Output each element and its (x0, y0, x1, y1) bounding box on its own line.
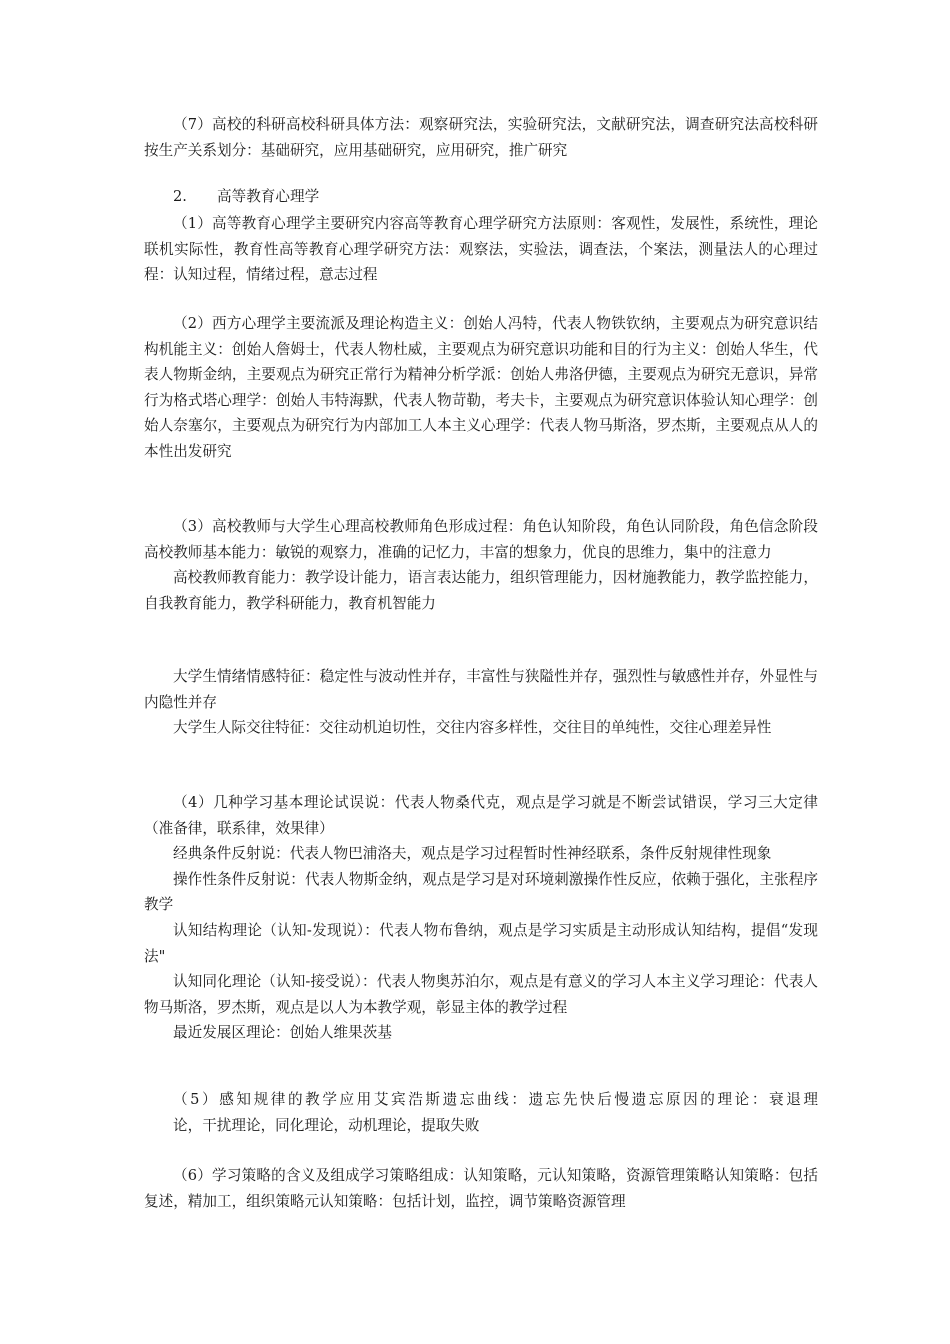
subsection-3-students (144, 664, 818, 741)
paragraph: （1）高等教育心理学主要研究内容高等教育心理学研究方法原则：客观性，发展性，系统性，理论联机实际性，教育性高等教育心理学研究方法：观察法，实验法，调查法，个案法，测量法人的心理过程：认知过程，情绪过程，意志过程 (144, 215, 818, 284)
paragraph: 认知同化理论（认知-接受说）：代表人物奥苏泊尔，观点是有意义的学习人本主义学习理论：代表人物马斯洛，罗杰斯，观点是以人为本教学观，彰显主体的教学过程 (144, 973, 818, 1016)
heading-title: 高等教育心理学 (217, 188, 320, 205)
subsection-6 (144, 1163, 818, 1214)
subsection-5 (144, 1087, 818, 1138)
section-heading-2 (173, 184, 319, 210)
paragraph: 经典条件反射说：代表人物巴浦洛夫，观点是学习过程暂时性神经联系，条件反射规律性现象 (173, 845, 772, 863)
paragraph: （3）高校教师与大学生心理高校教师角色形成过程：角色认知阶段，角色认同阶段，角色信念阶段高校教师基本能力：敏锐的观察力，准确的记忆力，丰富的想象力，优良的思维力，集中的注意力 (144, 518, 818, 561)
paragraph: 大学生人际交往特征：交往动机迫切性，交往内容多样性，交往目的单纯性，交往心理差异性 (173, 719, 772, 737)
paragraph-line: （5）感知规律的教学应用艾宾浩斯遗忘曲线：遗忘先快后慢遗忘原因的理论：衰退理 (173, 1091, 818, 1108)
paragraph: 认知结构理论（认知-发现说）：代表人物布鲁纳，观点是学习实质是主动形成认知结构，提倡“发现法" (144, 921, 818, 965)
paragraph: （7）高校的科研高校科研具体方法：观察研究法，实验研究法，文献研究法，调查研究法高校科研按生产关系划分：基础研究，应用基础研究，应用研究，推广研究 (144, 116, 818, 159)
subsection-2 (144, 311, 818, 465)
subsection-1 (144, 211, 818, 288)
subsection-3 (144, 514, 818, 616)
subsection-4 (144, 790, 818, 1046)
heading-number: 2. (173, 188, 187, 205)
paragraph: 操作性条件反射说：代表人物斯金纳，观点是学习是对环境刺激操作性反应，依赖于强化，主张程序教学 (144, 870, 818, 914)
paragraph-line: 论，干扰理论，同化理论，动机理论，提取失败 (173, 1116, 480, 1134)
paragraph: （6）学习策略的含义及组成学习策略组成：认知策略，元认知策略，资源管理策略认知策略：包括复述，精加工，组织策略元认知策略：包括计划，监控，调节策略资源管理 (144, 1167, 818, 1210)
paragraph: （4）几种学习基本理论试误说：代表人物桑代克，观点是学习就是不断尝试错误，学习三大定律（准备律，联系律，效果律） (144, 794, 818, 837)
paragraph: 高校教师教育能力：教学设计能力，语言表达能力，组织管理能力，因材施教能力，教学监控能力，自我教育能力，教学科研能力，教育机智能力 (144, 569, 818, 612)
paragraph: 大学生情绪情感特征：稳定性与波动性并存，丰富性与狭隘性并存，强烈性与敏感性并存，外显性与内隐性并存 (144, 668, 818, 711)
paragraph: （2）西方心理学主要流派及理论构造主义：创始人冯特，代表人物铁钦纳，主要观点为研究意识结构机能主义：创始人詹姆士，代表人物杜威，主要观点为研究意识功能和目的行为主义：创始人华生，代表人物斯金纳，主要观点为研究正常行为精神分析学派：创始人弗洛伊德，主要观点为研究无意识，异常行为格式塔心理学：创始人韦特海默，代表人物苛勒，考夫卡，主要观点为研究意识体验认知心理学：创始人奈塞尔，主要观点为研究行为内部加工人本主义心理学：代表人物马斯洛，罗杰斯，主要观点从人的本性出发研究 (144, 315, 818, 460)
paragraph: 最近发展区理论：创始人维果茨基 (173, 1024, 392, 1042)
section-7-research-methods (144, 112, 818, 163)
